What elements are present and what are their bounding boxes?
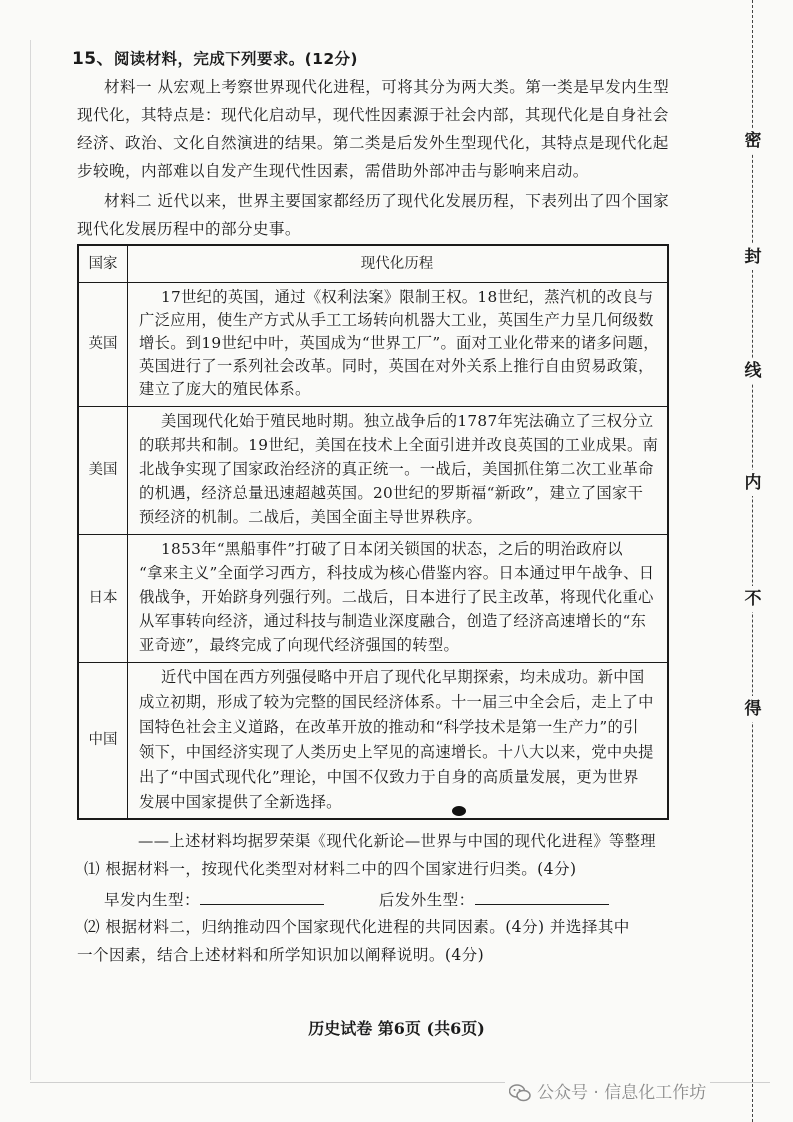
sub-question-2-line: 一个因素，结合上述材料和所学知识加以阐释说明。(4分) xyxy=(77,946,485,964)
table-cell-line: 俄战争，开始跻身列强行列。二战后，日本进行了民主改革，将现代化重心 xyxy=(139,588,654,606)
material1-line: 经济、政治、文化自然演进的结果。第二类是后发外生型现代化，其特点是现代化起 xyxy=(77,134,669,152)
table-rule xyxy=(79,662,667,663)
source-attribution: ——上述材料均据罗荣渠《现代化新论—世界与中国的现代化进程》等整理 xyxy=(138,832,656,850)
table-cell-line: 建立了庞大的殖民体系。 xyxy=(139,380,311,398)
watermark-text: 公众号 · 信息化工作坊 xyxy=(537,1083,707,1103)
label-early-endogenous: 早发内生型： xyxy=(104,891,200,909)
binding-line xyxy=(752,0,753,1122)
table-cell-line: 北战争实现了国家政治经济的真正统一。一战后，美国抓住第二次工业革命 xyxy=(139,460,654,478)
table-divider xyxy=(127,246,128,818)
country-china: 中国 xyxy=(88,732,118,748)
history-table xyxy=(77,244,669,820)
question-number: 15、 xyxy=(72,49,114,69)
table-cell-line: 预经济的机制。二战后，美国全面主导世界秩序。 xyxy=(139,508,483,526)
binding-char: 得 xyxy=(740,696,766,722)
table-cell-line: 增长。到19世纪中叶，英国成为“世界工厂”。面对工业化带来的诸多问题， xyxy=(139,334,659,352)
binding-char: 不 xyxy=(740,586,766,612)
page-footer: 历史试卷 第6页 (共6页) xyxy=(308,1019,485,1038)
label-late-exogenous: 后发外生型： xyxy=(378,891,475,909)
table-cell-line: 领下，中国经济实现了人类历史上罕见的高速增长。十八大以来，党中央提 xyxy=(139,743,654,761)
ink-blot xyxy=(452,806,466,816)
table-cell-line: 国特色社会主义道路，在改革开放的推动和“科学技术是第一生产力”的引 xyxy=(139,718,639,736)
sub-question-2-line: ⑵ 根据材料二，归纳推动四个国家现代化进程的共同因素。(4分) 并选择其中 xyxy=(84,918,630,936)
table-cell-line: 近代中国在西方列强侵略中开启了现代化早期探索，均未成功。新中国 xyxy=(161,668,645,686)
table-cell-line: 17世纪的英国，通过《权利法案》限制王权。18世纪，蒸汽机的改良与 xyxy=(161,288,654,306)
table-rule xyxy=(79,282,667,283)
scan-edge xyxy=(30,40,31,1080)
table-cell-line: 出了“中国式现代化”理论，中国不仅致力于自身的高质量发展，更为世界 xyxy=(139,768,639,786)
material1-line: 现代化，其特点是：现代化启动早，现代性因素源于社会内部，其现代化是自身社会 xyxy=(77,106,669,124)
table-cell-line: 发展中国家提供了全新选择。 xyxy=(139,793,342,811)
table-cell-line: 成立初期，形成了较为完整的国民经济体系。十一届三中全会后，走上了中 xyxy=(139,693,654,711)
binding-char: 封 xyxy=(740,244,766,270)
table-cell-line: “拿来主义”全面学习西方，科技成为核心借鉴内容。日本通过甲午战争、日 xyxy=(139,564,655,582)
table-cell-line: 广泛应用，使生产方式从手工工场转向机器大工业，英国生产力呈几何级数 xyxy=(139,311,654,329)
table-header-country: 国家 xyxy=(88,256,118,272)
table-cell-line: 从军事转向经济，通过科技与制造业深度融合，创造了经济高速增长的“东 xyxy=(139,612,647,630)
country-japan: 日本 xyxy=(88,590,118,606)
table-cell-line: 英国进行了一系列社会改革。同时，英国在对外关系上推行自由贸易政策， xyxy=(139,357,654,375)
table-rule xyxy=(79,406,667,407)
answer-blank-b[interactable] xyxy=(475,888,609,905)
table-cell-line: 美国现代化始于殖民地时期。独立战争后的1787年宪法确立了三权分立 xyxy=(161,412,654,430)
answer-blank-a[interactable] xyxy=(200,888,324,905)
table-cell-line: 1853年“黑船事件”打破了日本闭关锁国的状态，之后的明治政府以 xyxy=(161,540,623,558)
watermark xyxy=(505,1078,710,1108)
sub-question-1: ⑴ 根据材料一，按现代化类型对材料二中的四个国家进行归类。(4分) xyxy=(84,860,577,878)
material2-line: 材料二 近代以来，世界主要国家都经历了现代化发展历程，下表列出了四个国家 xyxy=(104,192,670,210)
country-usa: 美国 xyxy=(88,462,118,478)
material2-line: 现代化发展历程中的部分史事。 xyxy=(77,220,301,238)
country-uk: 英国 xyxy=(88,336,118,352)
table-cell-line: 亚奇迹”，最终完成了向现代经济强国的转型。 xyxy=(139,636,460,654)
binding-char: 密 xyxy=(740,128,766,154)
answer-row xyxy=(104,888,704,911)
table-cell-line: 的机遇，经济总量迅速超越英国。20世纪的罗斯福“新政”，建立了国家干 xyxy=(139,484,644,502)
binding-char: 线 xyxy=(740,358,766,384)
material1-line: 步较晚，内部难以自发产生现代性因素，需借助外部冲击与影响来启动。 xyxy=(77,162,589,180)
wechat-icon xyxy=(509,1084,531,1102)
binding-char: 内 xyxy=(740,470,766,496)
table-cell-line: 的联邦共和制。19世纪，美国在技术上全面引进并改良英国的工业成果。南 xyxy=(139,436,659,454)
question-title: 阅读材料，完成下列要求。(12分) xyxy=(113,50,358,68)
question-header xyxy=(72,48,672,70)
table-rule xyxy=(79,534,667,535)
table-header-history: 现代化历程 xyxy=(360,256,434,272)
material1-line: 材料一 从宏观上考察世界现代化进程，可将其分为两大类。第一类是早发内生型 xyxy=(104,78,670,96)
